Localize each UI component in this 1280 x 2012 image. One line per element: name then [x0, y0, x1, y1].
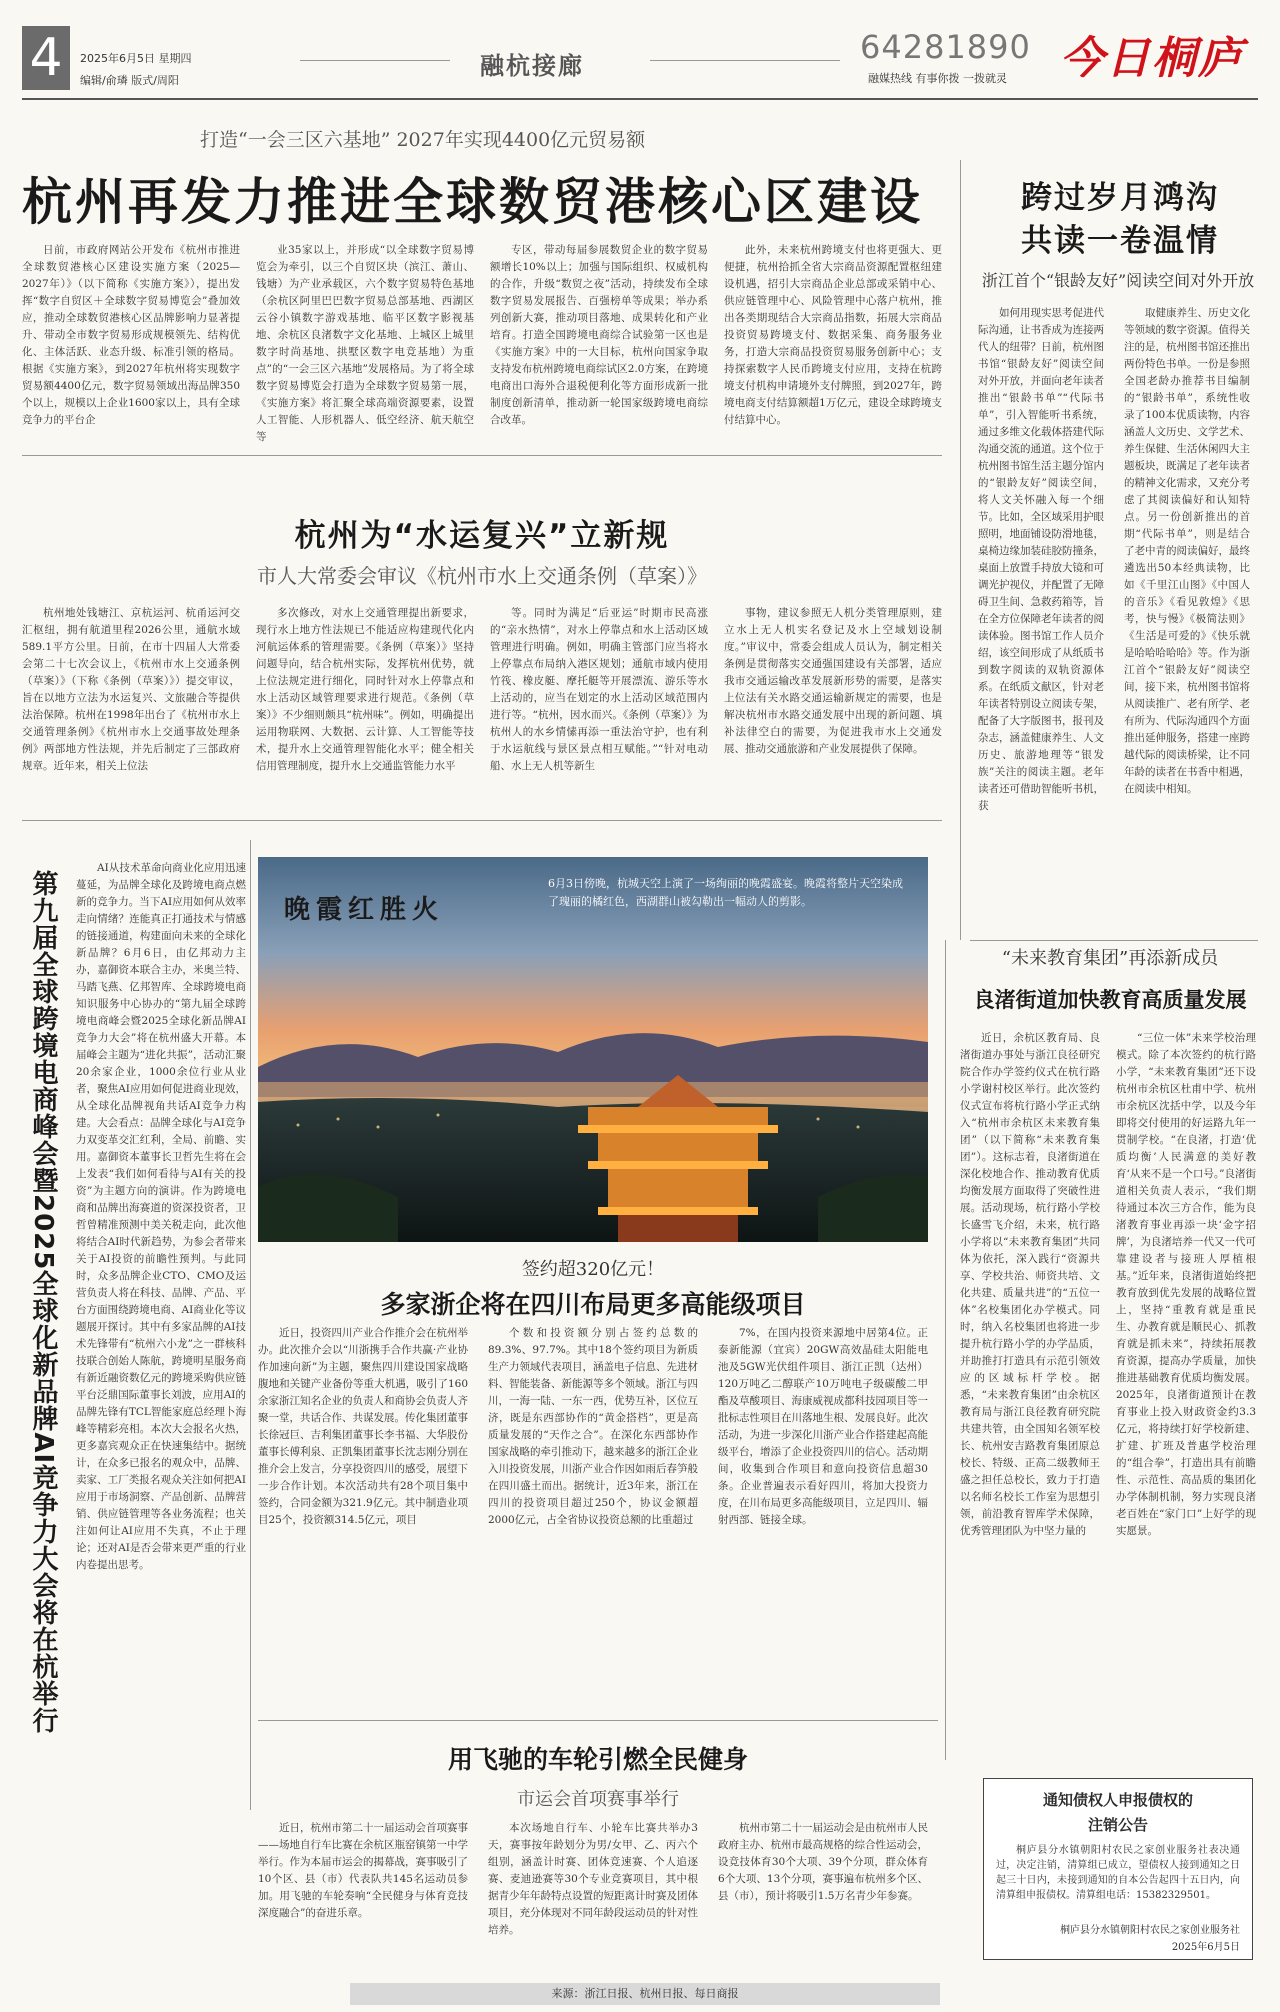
hotline-slogan: 融媒热线 有事你拨 一拨就灵	[868, 72, 1007, 85]
sports-column-2: 本次场地自行车、小轮车比赛共举办3天，赛事按年龄划分为男/女甲、乙、丙六个组别，涵盖计时赛、团体竞速赛、个人追逐赛、麦迪逊赛等30个专业竞赛项目，其中根据青少年年龄特点设置的短距离计时赛及团体项目，充分体现对不同年龄段运动员的针对性培养。	[488, 1822, 698, 1936]
header-rule-left	[300, 60, 450, 61]
sports-headline: 用飞驰的车轮引燃全民健身	[447, 1745, 748, 1774]
issue-date: 2025年6月5日 星期四	[80, 52, 192, 65]
lead-kicker: 打造“一会三区六基地” 2027年实现4400亿元贸易额	[200, 129, 646, 151]
lead-column-3: 专区，带动每届参展数贸企业的数字贸易额增长10%以上；加强与国际组织、权威机构的合作，升级“数贸之夜”活动，持续发布全球数字贸易发展报告、百强榜单等成果；举办系列创新大赛，推动项目落地、成果转化和产业培育。打造全国跨境电商综合试验第一区也是《实施方案》中的一大目标，杭州向国家争取支持发布杭州跨境电商综试区2.0方案，在跨境电商出口海外合退税便利化等方面形成新一批制度创新清单，推动新一轮国家级跨境电商综合改革。	[490, 244, 708, 426]
expo-body: AI从技术革命向商业化应用迅速蔓延，为品牌全球化及跨境电商点燃新的竞争力。当下AI应用如何从效率走向情绪？连能真正打通技术与情感的链接通道，构建面向未来的全球化新品牌？6月6日，由亿邦动力主办，嘉御资本联合主办，米奥兰特、马踏飞燕、亿邦智库、全球跨境电商知识服务中心协办的“第九届全球跨境电商峰会暨2025全球化新品牌AI竞争力大会”将在杭州盛大开幕。本届峰会主题为“进化共振”，活动汇聚20余家企业，1000余位行业从业者，聚焦AI应用如何促进商业现效，从全球化品牌视角共话AI竞争力构建。大会看点：品牌全球化与AI竞争力双变革交汇红利，全局、前瞻、实用。嘉御资本董事长卫哲先生将在会上发表“我们如何看待与AI有关的投资”为主题方向的演讲。作为跨境电商和品牌出海赛道的资深投资者，卫哲曾精准预测中美关税走向，此次他将结合AI时代新趋势，为参会者带来关于AI投资的前瞻性预判。与此同时，众多品牌企业CTO、CMO及运营负责人将在科技、品牌、产品、平台方面围绕跨境电商、AI商业化等议题展开探讨。其中有多家品牌的AI技术先锋带有“杭州六小龙”之一群核科技联合创始人陈航，跨境明星服务商有新近融资数亿元的跨境采购供应链平台泛鼎国际董事长刘波，应用AI的品牌先锋有TCL智能家庭总经理卜海峰等精彩亮相。本次大会报名火热，更多嘉宾观众正在快速集结中。据统计，在众多已报名的观众中，品牌、卖家、工厂类报名观众关注如何把AI应用于市场洞察、产品创新、品牌营销、供应链管理等各业务流程；也关注如何让AI应用不失真，不止于理论；还对AI是否会带来更严重的行业内卷提出思考。	[76, 862, 246, 1571]
edu-divider	[945, 940, 946, 1760]
notice-title-line2: 注销公告	[1087, 1816, 1148, 1834]
edu-column-1: 近日，余杭区教育局、良渚街道办事处与浙江良径研究院合作办学签约仪式在杭行路小学谢村校区举行。此次签约仪式宣布将杭行路小学正式纳入“杭州市余杭区未来教育集团”（以下简称“未来教育集团”）。这标志着，良渚街道在深化校地合作、推动教育优质均衡发展方面取得了突破性进展。活动现场，杭行路小学校长盛雪飞介绍，未来，杭行路小学将以“未来教育集团”共同体为依托，深入践行“资源共享、学校共治、师资共培、文化共建、质量共进”的“五位一体”名校集团化办学模式。同时，纳入名校集团也将进一步提升杭行路小学的办学品质，并助推打打造具有示范引领效应的区域标杆学校。据悉，“未来教育集团”由余杭区教育局与浙江良径教育研究院共建共管，由全国知名领军校长、杭州安吉路教育集团原总校长、特级、正高二级教师王盛之担任总校长，致力于打造以名师名校长工作室为思想引领，前沿教育智库学术保障，优秀管理团队为中坚力量的	[960, 1032, 1100, 1537]
lead-column-1: 日前，市政府网站公开发布《杭州市推进全球数贸港核心区建设实施方案（2025—2027年）》（以下简称《实施方案》），提出发挥“数字自贸区＋全球数字贸易博览会”叠加效应，推动全球数贸港核心区品牌影响力显著提升、带动全市数字贸易形成规模领先、结构优化、主体活跃、业态升级、标准引领的格局。根据《实施方案》，到2027年杭州将实现数字贸易额4400亿元，数字贸易领域出海品牌350个以上，规模以上企业1600家以上，具有全球竞争力的平台企	[22, 244, 240, 426]
legal-notice	[983, 1778, 1253, 1960]
sports-subtitle: 市运会首项赛事举行	[517, 1789, 679, 1810]
edu-headline: 良渚街道加快教育高质量发展	[973, 988, 1247, 1012]
sunset-photo	[258, 857, 928, 1242]
water-column-3: 等。同时为满足“后亚运”时期市民高涨的“亲水热情”，对水上停靠点和水上活动区域管理进行明确。例如，明确主管部门应当将水上停靠点布局纳入港区规划；通航市域内使用竹筏、橡皮艇、摩托艇等开展漂流、游乐等水上活动的，应当在划定的水上活动区域范围内进行等。“杭州，因水而兴。《条例（草案）》为杭州人的水乡情愫再添一重法治守护，也有利于水运航线与景区景点相互赋能。”“针对电动船、水上无人机等新生	[490, 607, 708, 772]
section-title: 融杭接廊	[480, 52, 584, 80]
invest-column-1: 近日，投资四川产业合作推介会在杭州举办。此次推介会以“川浙携手合作共赢·产业协作加速向新”为主题，聚焦四川建设国家战略腹地和关键产业备份等重大机遇，吸引了160余家浙江知名企业的负责人和商协会负责人齐聚一堂，共话合作、共谋发展。传化集团董事长徐冠巨、吉利集团董事长李书福、大华股份董事长傅利泉、正凯集团董事长沈志刚分别在推介会上发言，分享投资四川的感受，展望下一步合作计划。本次活动共有28个项目集中签约，合同金额为321.9亿元。其中制造业项目25个，投资额314.5亿元，项目	[258, 1327, 468, 1526]
hotline-number: 64281890	[860, 28, 1031, 66]
notice-date: 2025年6月5日	[1171, 1942, 1240, 1953]
expo-divider	[250, 840, 251, 1810]
edu-kicker: “未来教育集团”再添新成员	[1001, 948, 1219, 969]
sports-column-1: 近日，杭州市第二十一届运动会首项赛事——场地自行车比赛在余杭区瓶窑镇第一中学举行。作为本届市运会的揭幕战，赛事吸引了10个区、县（市）代表队共145名运动员参加。用飞驰的车轮奏响“全民健身与体育竞技深度融合”的奋进乐章。	[258, 1822, 468, 1919]
lead-column-2: 业35家以上，并形成“以全球数字贸易博览会为牵引，以三个自贸区块（滨江、萧山、钱塘）为产业承载区，六个数字贸易特色基地（余杭区阿里巴巴数字贸易总部基地、西湖区云谷小镇数字游戏基地、临平区数字影视基地、余杭区良渚数字文化基地、上城区上城里数字时尚基地、拱墅区数字电竞基地）为重点”的“一会三区六基地”发展格局。为了将全球数字贸易博览会打造为全球数字贸易第一展，《实施方案》将汇聚全球高端资源要素，设置人工智能、人形机器人、低空经济、航天航空等	[256, 244, 474, 442]
water-subtitle: 市人大常委会审议《杭州市水上交通条例（草案）》	[257, 564, 707, 588]
invest-headline: 多家浙企将在四川布局更多高能级项目	[380, 1290, 806, 1319]
expo-headline: 第九届全球跨境电商峰会暨2025全球化新品牌AI竞争力大会将在杭举行	[28, 870, 58, 1735]
culture-title-line1: 跨过岁月鸿沟	[1021, 180, 1219, 216]
invest-kicker: 签约超320亿元！	[521, 1259, 665, 1280]
page-number: 4	[22, 26, 70, 90]
culture-title-line2: 共读一卷温情	[1021, 223, 1219, 259]
photo-title: 晚霞红胜火	[284, 895, 445, 925]
water-column-4: 事物，建议参照无人机分类管理原则，建立水上无人机实名登记及水上空域划设制度。”审议中，常委会组成人员认为，制定相关条例是贯彻落实交通强国建设有关部署，适应我市交通运输改革发展新形势的需要，是落实上位法有关水路交通运输新规定的需要，也是解决杭州市水路交通发展中出现的新问题、填补法律空白的需要，为促进我市水上交通发展、推动交通旅游和产业发展提供了保障。	[724, 607, 942, 755]
water-top-rule	[22, 455, 942, 456]
lead-headline: 杭州再发力推进全球数贸港核心区建设	[22, 173, 923, 231]
water-column-2: 多次修改，对水上交通管理提出新要求，现行水上地方性法规已不能适应构建现代化内河航运体系的管理需要。《条例（草案）》坚持问题导向，结合杭州实际，发挥杭州优势，就上位法规定进行细化，同时针对水上停靠点和水上活动区域管理要求进行规范。《条例（草案）》不少细则颇具“杭州味”。例如，明确提出运用物联网、大数据、云计算、人工智能等技术，提升水上交通管理智能化水平；健全相关信用管理制度，提升水上交通监管能力水平	[256, 607, 474, 772]
water-column-1: 杭州地处钱塘江、京杭运河、杭甬运河交汇枢纽，拥有航道里程2026公里，通航水域589.1平方公里。日前，在市十四届人大常委会第二十七次会议上，《杭州市水上交通条例（草案）》（下称《条例（草案）》）提交审议，旨在以地方立法为水运复兴、文旅融合等提供法治保障。杭州在1998年出台了《杭州市水上交通管理条例》《杭州市水上交通事故处理条例》两部地方性法规，并先后制定了三部政府规章。近年来，相关上位法	[22, 607, 240, 772]
water-headline: 杭州为“水运复兴”立新规	[294, 518, 670, 554]
sports-column-3: 杭州市第二十一届运动会是由杭州市人民政府主办、杭州市最高规格的综合性运动会，设竞技体育30个大项、39个分项，群众体育6个大项、13个分项，赛事遍布杭州多个区、县（市），预计将吸引1.5万名青少年参赛。	[718, 1822, 928, 1902]
source-credit: 来源：浙江日报、杭州日报、每日商报	[350, 1983, 940, 2005]
notice-signer: 桐庐县分水镇朝阳村农民之家创业服务社	[1060, 1925, 1240, 1936]
notice-body: 桐庐县分水镇朝阳村农民之家创业服务社表决通过，决定注销，清算组已成立，望债权人接到通知之日起三十日内，未接到通知的自本公告起四十五日内，向清算组申报债权。清算组电话：15382329501。	[996, 1845, 1240, 1901]
invest-column-2: 个数和投资额分别占签约总数的89.3%、97.7%。其中18个签约项目为新质生产力领域代表项目，涵盖电子信息、先进材料、智能装备、新能源等多个领域。浙江与四川，一海一陆、一东一西，优势互补，区位互济，既是东西部协作的“黄金搭档”，更是高质量发展的“天作之合”。在深化东西部协作国家战略的牵引推动下，越来越多的浙江企业入川投资发展，川浙产业合作因如雨后春笋般在四川盛土而出。据统计，近3年来，浙江在四川的投资项目超过250个，协议金额超2000亿元，占全省协议投资总额的比重超过	[488, 1327, 698, 1526]
culture-column-2: 取健康养生、历史文化等领域的数字资源。值得关注的是，杭州图书馆还推出两份特色书单。一份是参照全国老龄办推荐书目编制的“银龄书单”，系统性收录了100本优质读物，内容涵盖人文历史、文学艺术、养生保健、生活休闲四大主题板块，既满足了老年读者的精神文化需求，又充分考虑了其阅读偏好和认知特点。另一份创新推出的首期“代际书单”，则是结合了老中青的阅读偏好，最终遴选出50本经典读物，比如《千里江山图》《中国人的音乐》《看见敦煌》《思考，快与慢》《极简法则》《生活是可爱的》《快乐就是哈哈哈哈哈》等。作为浙江首个“银龄友好”阅读空间，接下来，杭州图书馆将从阅读推广、老有所学、老有所为、代际沟通四个方面推出延伸服务，搭建一座跨越代际的阅读桥梁，让不同年龄的读者在书香中相遇，在阅读中相知。	[1124, 307, 1250, 795]
water-bottom-rule	[22, 820, 942, 821]
header-divider	[22, 98, 1258, 100]
edu-column-2: “三位一体”未来学校治理模式。除了本次签约的杭行路小学，“未来教育集团”还下设杭州市余杭区杜甫中学、杭州市余杭区沈括中学，以及今年即将交付使用的好运路九年一贯制学校。“在良渚，打造‘优质均衡’人民满意的美好教育‘从来不是一个口号。”良渚街道相关负责人表示，“我们期待通过本次三方合作，能为良渚教育事业再添一块‘金字招牌’，为良渚培养一代又一代可靠建设者与接班人厚植根基。”近年来，良渚街道始终把教育放到优先发展的战略位置上，坚持“重教育就是重民生、办教育就是顺民心、抓教育就是抓未来”，持续拓展教育资源，提高办学质量，加快推进基础教育优质均衡发展。2025年，良渚街道预计在教育事业上投入财政资金约3.3亿元，将持续打好学校新建、扩建、扩班及普惠学校治理的“组合拳”，打造出具有前瞻性、示范性、高品质的集团化办学体制机制，努力实现良渚老百姓在“家门口”上好学的现实愿景。	[1116, 1032, 1256, 1537]
invest-bottom-rule	[258, 1720, 938, 1721]
edu-top-rule	[970, 940, 1258, 941]
notice-title-line1: 通知债权人申报债权的	[1042, 1791, 1193, 1809]
newspaper-logo: 今日桐庐	[1060, 33, 1244, 84]
invest-column-3: 7%，在国内投资来源地中居第4位。正泰新能源（宜宾）20GW高效晶硅太阳能电池及5GW光伏组件项目、浙江正凯（达州）120万吨乙二醇联产10万吨电子级碳酸二甲酯及草酸项目、海康威视成都科技园项目等一批标志性项目在川落地生根、发展良好。此次活动，为进一步深化川浙产业合作搭建起高能级平台，增添了企业投资四川的信心。活动期间，收集到合作项目和意向投资信息超30条。企业普遍表示看好四川，将加大投资力度，在川布局更多高能级项目，立足四川、辐射西部、链接全球。	[718, 1327, 928, 1526]
right-column-divider	[960, 160, 961, 940]
culture-column-1: 如何用现实思考促进代际沟通，让书香成为连接两代人的纽带？日前，杭州图书馆“银龄友好”阅读空间对外开放，并面向老年读者推出“银龄书单”“代际书单”，引入智能听书系统，通过多维文化载体搭建代际沟通交流的通道。这个位于杭州图书馆生活主题分馆内的“银龄友好”阅读空间，将人文关怀融入每一个细节。比如，全区域采用护眼照明，地面铺设防滑地毯，桌椅边缘加装硅胶防撞条，桌面上放置手持放大镜和可调光护视仪，并配置了无障碍卫生间、急救药箱等，旨在全方位保障老年读者的阅读体验。图书馆工作人员介绍，该空间形成了从纸质书到数字阅读的双轨资源体系。在纸质文献区，针对老年读者特别设立阅读专架，配备了大字版图书，报刊及杂志，涵盖健康养生、人文历史、旅游地理等“银发族”关注的阅读主题。老年读者还可借助智能听书机，获	[978, 307, 1104, 812]
culture-subtitle: 浙江首个“银龄友好”阅读空间对外开放	[981, 271, 1255, 290]
lead-column-4: 此外，未来杭州跨境支付也将更强大、更便捷，杭州拾抓全省大宗商品资源配置枢纽建设机遇，招引大宗商品企业总部或采销中心、供应链管理中心、风险管理中心落户杭州，推出各类期现结合大宗商品指数，拓展大宗商品投资贸易跨境支付、数据采集、商务服务业务，打造大宗商品投资贸易服务创新中心；支持探索数字人民币跨境支付应用，支持在杭跨境支付机构申请境外支付牌照，到2027年，跨境电商支付结算额超1万亿元，建设全球跨境支付结算中心。	[724, 244, 942, 426]
header-rule-right	[650, 60, 840, 61]
photo-caption: 6月3日傍晚，杭城天空上演了一场绚丽的晚霞盛宴。晚霞将整片天空染成了瑰丽的橘红色，西湖群山被勾勒出一幅动人的剪影。	[548, 877, 903, 908]
editors-credit: 编辑/俞璘 版式/周阳	[80, 74, 179, 87]
